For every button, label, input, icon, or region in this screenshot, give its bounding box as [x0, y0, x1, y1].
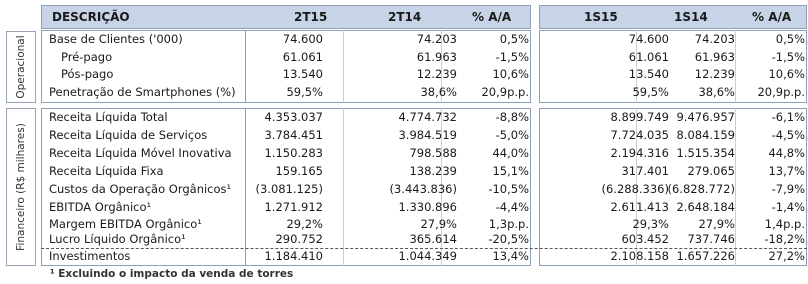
cell-2t14: 1.044.349	[398, 249, 457, 263]
cell-aa-quarter: -10,5%	[488, 182, 529, 196]
header-aa-quarter: % A/A	[472, 10, 512, 24]
cell-2t14: 1.330.896	[398, 200, 457, 214]
header-aa-semester: % A/A	[752, 10, 792, 24]
cell-2t14: 12.239	[416, 67, 457, 81]
table-row	[41, 199, 807, 217]
cell-1s14: 2.648.184	[676, 200, 735, 214]
cell-aa-semester: -1,4%	[771, 200, 805, 214]
side-label-financeiro: Financeiro (R$ milhares)	[6, 108, 36, 266]
header-2t14: 2T14	[388, 10, 422, 24]
cell-2t15: 61.061	[282, 50, 323, 64]
table-row	[41, 127, 807, 145]
cell-2t15: 59,5%	[286, 85, 323, 99]
cell-aa-quarter: -8,8%	[495, 110, 529, 124]
header-bar-quarter	[41, 5, 531, 29]
table-row	[41, 109, 807, 127]
row-label: Receita Líquida Móvel Inovativa	[49, 146, 232, 160]
cell-2t14: 74.203	[416, 32, 457, 46]
cell-2t14: 61.963	[416, 50, 457, 64]
table-row	[41, 248, 807, 266]
cell-aa-semester: 44,8%	[768, 146, 805, 160]
cell-aa-semester: 13,7%	[768, 164, 805, 178]
row-label: Base de Clientes ('000)	[49, 32, 183, 46]
cell-aa-quarter: 10,6%	[492, 67, 529, 81]
cell-2t15: 290.752	[275, 232, 323, 246]
cell-1s14: 9.476.957	[676, 110, 735, 124]
cell-2t14: 138.239	[409, 164, 457, 178]
cell-aa-quarter: -1,5%	[495, 50, 529, 64]
cell-1s15: 2.611.413	[610, 200, 669, 214]
cell-aa-quarter: 1,3p.p.	[488, 217, 529, 231]
row-label: Receita Líquida de Serviços	[49, 128, 208, 142]
cell-aa-semester: -7,9%	[771, 182, 805, 196]
table-row	[41, 49, 807, 67]
row-label: Investimentos	[49, 249, 131, 263]
cell-1s14: 12.239	[694, 67, 735, 81]
cell-2t14: (3.443.836)	[389, 182, 457, 196]
cell-2t15: 1.150.283	[264, 146, 323, 160]
cell-aa-quarter: 15,1%	[492, 164, 529, 178]
cell-1s14: 27,9%	[698, 217, 735, 231]
cell-aa-quarter: 20,9p.p.	[481, 85, 529, 99]
cell-1s15: 59,5%	[632, 85, 669, 99]
table-row	[41, 231, 807, 249]
header-1s15: 1S15	[584, 10, 618, 24]
cell-aa-quarter: -20,5%	[488, 232, 529, 246]
cell-1s14: 8.084.159	[676, 128, 735, 142]
cell-1s14: 737.746	[687, 232, 735, 246]
cell-2t15: 1.184.410	[264, 249, 323, 263]
cell-2t15: 4.353.037	[264, 110, 323, 124]
side-label-operacional: Operacional	[6, 31, 36, 103]
row-label: Pré-pago	[61, 50, 113, 64]
cell-aa-semester: 20,9p.p.	[757, 85, 805, 99]
table-row	[41, 31, 807, 49]
cell-1s14: 38,6%	[698, 85, 735, 99]
cell-1s15: 603.452	[621, 232, 669, 246]
cell-aa-semester: 0,5%	[775, 32, 805, 46]
cell-1s15: (6.288.336)	[601, 182, 669, 196]
cell-2t15: 29,2%	[286, 217, 323, 231]
cell-1s14: 61.963	[694, 50, 735, 64]
row-label: Penetração de Smartphones (%)	[49, 85, 236, 99]
header-2t15: 2T15	[294, 10, 328, 24]
cell-1s15: 7.724.035	[610, 128, 669, 142]
table-row	[41, 145, 807, 163]
cell-1s15: 2.194.316	[610, 146, 669, 160]
cell-2t14: 798.588	[409, 146, 457, 160]
row-label: Pós-pago	[61, 67, 114, 81]
header-1s14: 1S14	[674, 10, 708, 24]
cell-1s15: 29,3%	[632, 217, 669, 231]
cell-aa-semester: -4,5%	[771, 128, 805, 142]
row-label: Receita Líquida Fixa	[49, 164, 164, 178]
cell-aa-semester: -1,5%	[771, 50, 805, 64]
cell-2t14: 365.614	[409, 232, 457, 246]
cell-1s15: 2.108.158	[610, 249, 669, 263]
table-row	[41, 84, 807, 102]
cell-aa-semester: -18,2%	[764, 232, 805, 246]
cell-1s15: 317.401	[621, 164, 669, 178]
cell-2t15: (3.081.125)	[255, 182, 323, 196]
cell-aa-quarter: -4,4%	[495, 200, 529, 214]
row-label: Margem EBITDA Orgânico¹	[49, 217, 202, 231]
cell-2t14: 27,9%	[420, 217, 457, 231]
header-description: DESCRIÇÃO	[52, 10, 130, 24]
table-row	[41, 163, 807, 181]
cell-2t14: 4.774.732	[398, 110, 457, 124]
cell-1s14: (6.828.772)	[667, 182, 735, 196]
cell-1s14: 74.203	[694, 32, 735, 46]
cell-1s15: 8.899.749	[610, 110, 669, 124]
cell-1s14: 279.065	[687, 164, 735, 178]
cell-2t15: 3.784.451	[264, 128, 323, 142]
cell-aa-semester: 10,6%	[768, 67, 805, 81]
cell-1s15: 61.061	[628, 50, 669, 64]
row-label: Custos da Operação Orgânicos¹	[49, 182, 232, 196]
footnote: ¹ Excluindo o impacto da venda de torres	[50, 268, 294, 280]
row-label: Receita Líquida Total	[49, 110, 168, 124]
cell-aa-quarter: 44,0%	[492, 146, 529, 160]
cell-aa-quarter: -5,0%	[495, 128, 529, 142]
cell-1s14: 1.657.226	[676, 249, 735, 263]
row-label: Lucro Líquido Orgânico¹	[49, 232, 186, 246]
cell-aa-semester: 27,2%	[768, 249, 805, 263]
cell-aa-semester: 1,4p.p.	[764, 217, 805, 231]
cell-2t15: 159.165	[275, 164, 323, 178]
header-bar-semester	[539, 5, 807, 29]
cell-2t14: 38,6%	[420, 85, 457, 99]
table-row	[41, 66, 807, 84]
cell-aa-quarter: 13,4%	[492, 249, 529, 263]
cell-aa-semester: -6,1%	[771, 110, 805, 124]
cell-1s14: 1.515.354	[676, 146, 735, 160]
table-row	[41, 181, 807, 199]
cell-1s15: 13.540	[628, 67, 669, 81]
cell-aa-quarter: 0,5%	[499, 32, 529, 46]
cell-2t15: 74.600	[282, 32, 323, 46]
row-label: EBITDA Orgânico¹	[49, 200, 152, 214]
cell-2t14: 3.984.519	[398, 128, 457, 142]
cell-1s15: 74.600	[628, 32, 669, 46]
cell-2t15: 13.540	[282, 67, 323, 81]
cell-2t15: 1.271.912	[264, 200, 323, 214]
